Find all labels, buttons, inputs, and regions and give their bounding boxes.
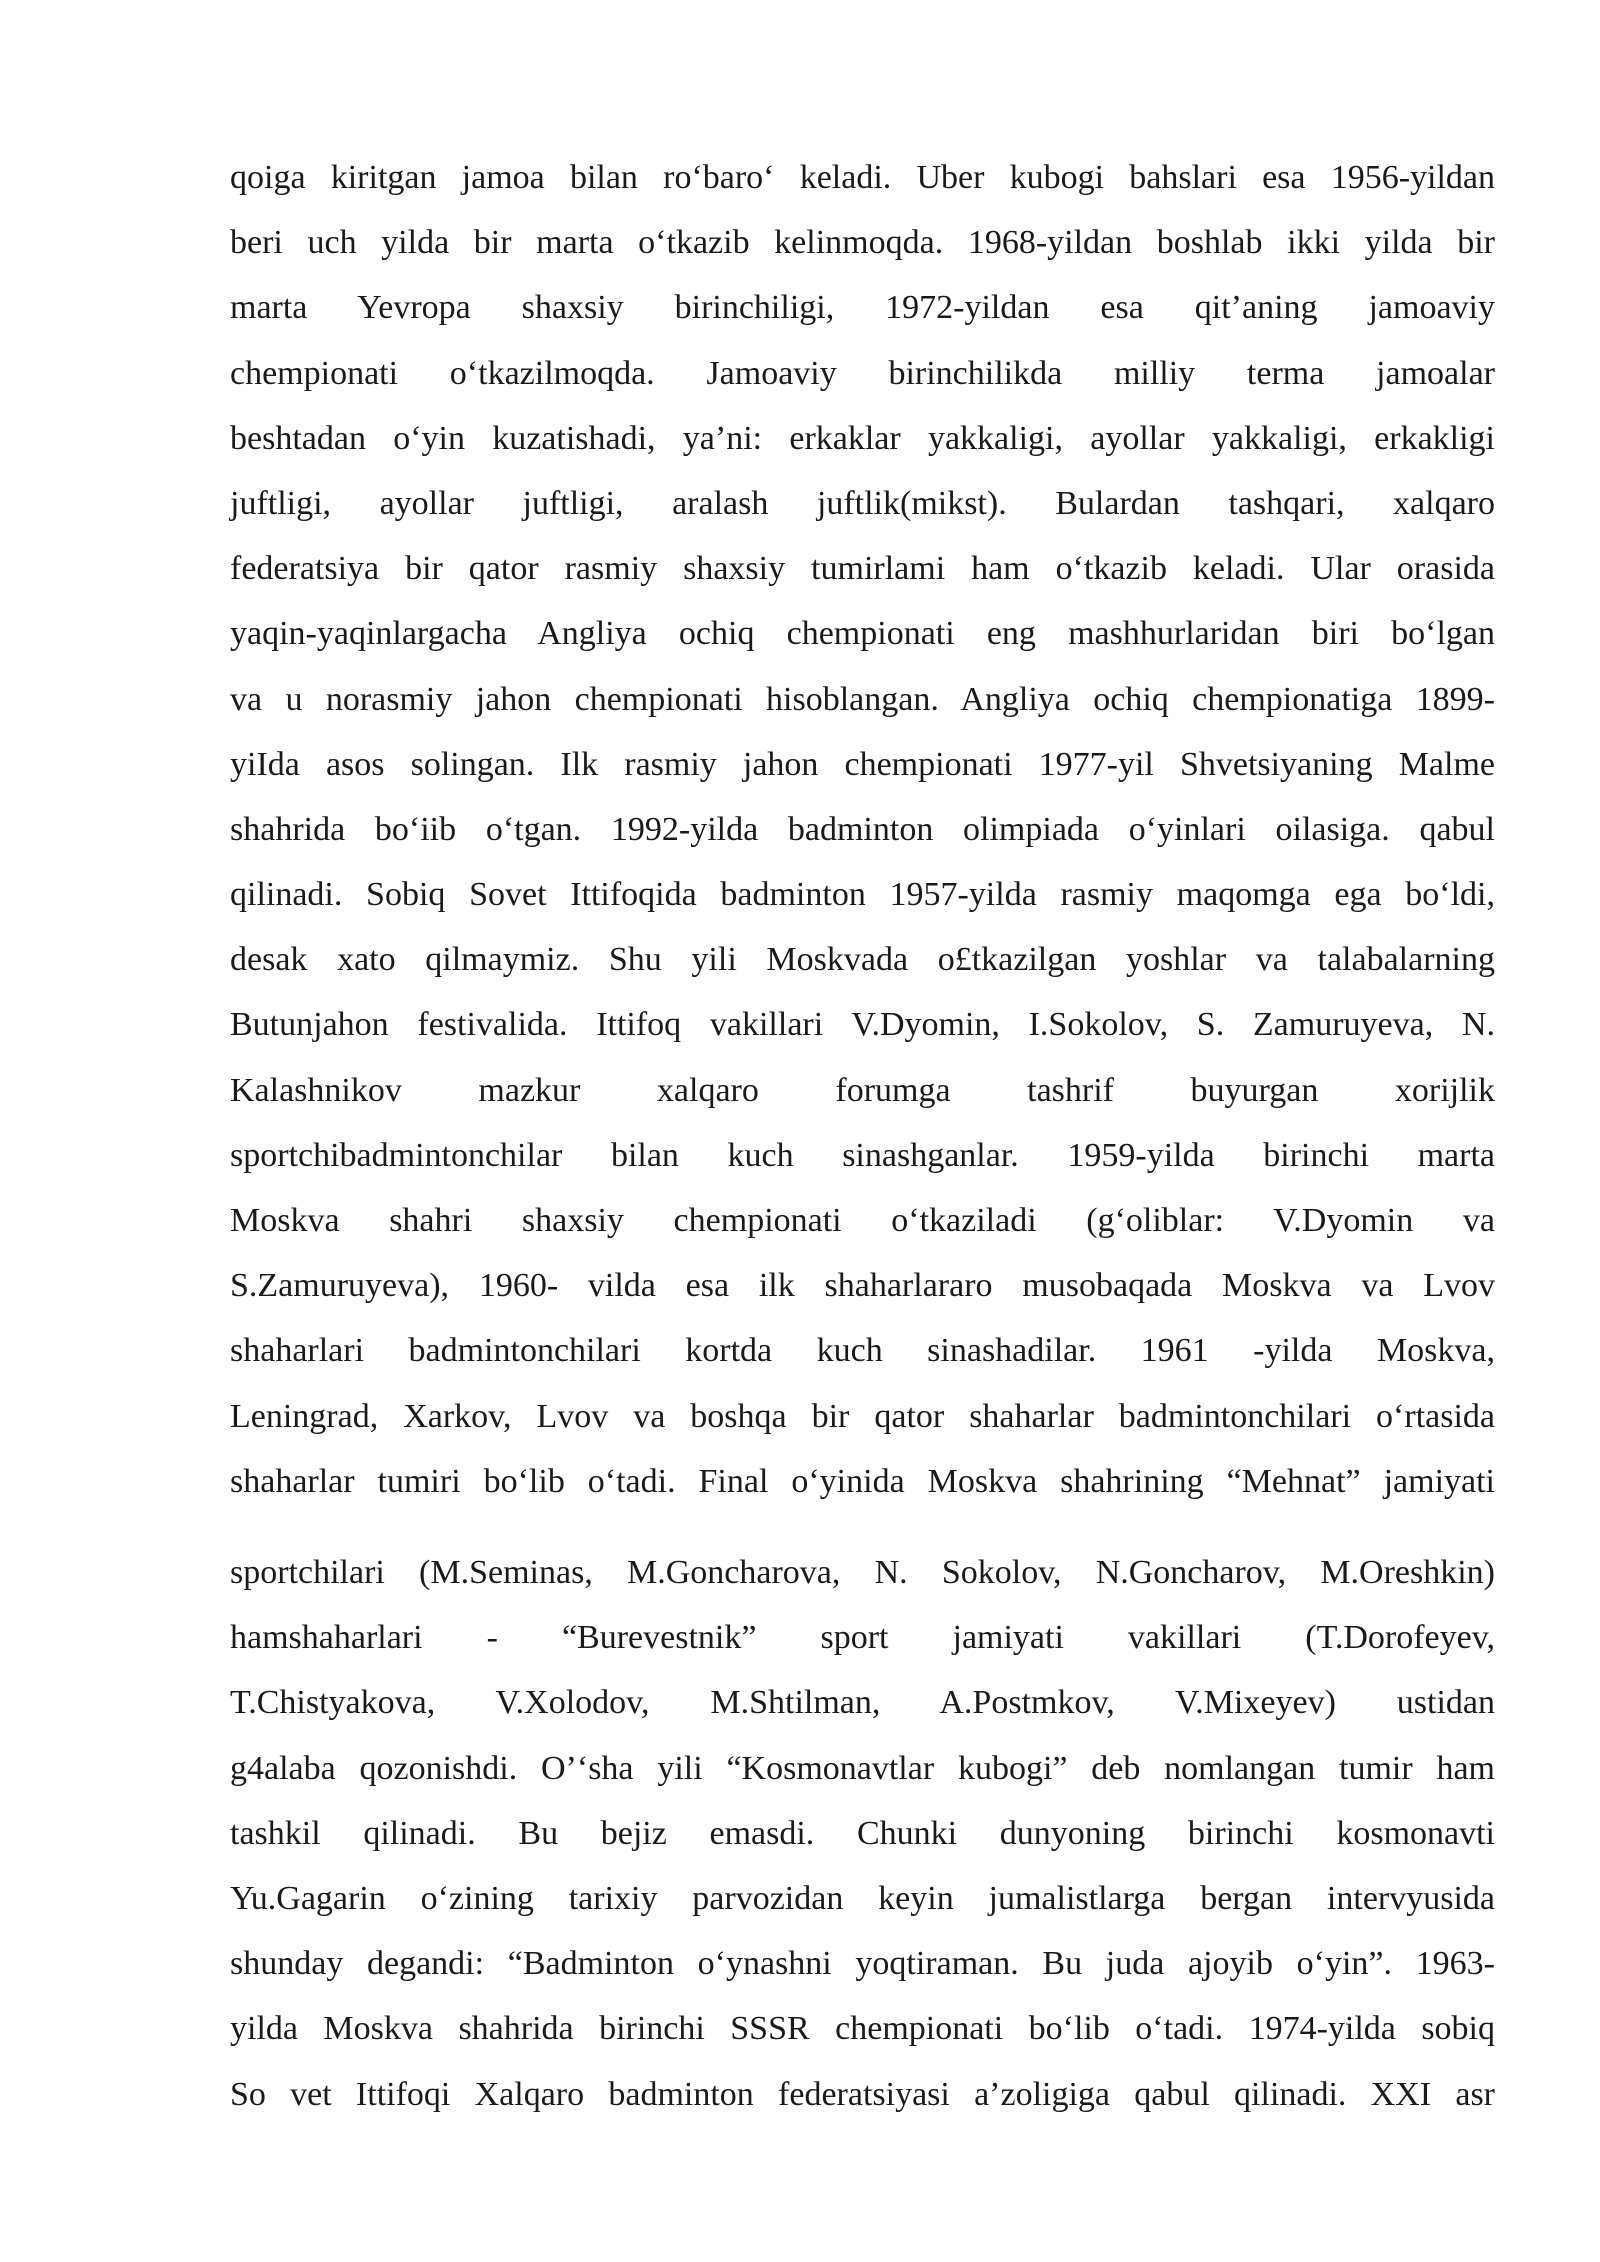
text-line: g4alaba qozonishdi. O’‘sha yili “Kosmonavtlar kubogi” deb nomlangan tumir ham — [230, 1749, 1495, 1787]
paragraph-two — [230, 1540, 1495, 2127]
text-line: beshtadan o‘yin kuzatishadi, ya’ni: erkaklar yakkaligi, ayollar yakkaligi, erkakligi — [230, 419, 1495, 457]
text-line: beri uch yilda bir marta o‘tkazib kelinmoqda. 1968-yildan boshlab ikki yilda bir — [230, 224, 1495, 262]
text-line: shaharlar tumiri bo‘lib o‘tadi. Final o‘yinida Moskva shahrining “Mehnat” jamiyati — [230, 1462, 1495, 1500]
paragraph-one — [230, 145, 1495, 1514]
text-line: qilinadi. Sobiq Sovet Ittifoqida badminton 1957-yilda rasmiy maqomga ega bo‘ldi, — [230, 876, 1495, 914]
text-line: shaharlari badmintonchilari kortda kuch sinashadilar. 1961 -yilda Moskva, — [230, 1332, 1495, 1370]
text-line: So vet Ittifoqi Xalqaro badminton federatsiyasi a’zoligiga qabul qilinadi. XXI asr — [230, 2075, 1495, 2113]
text-line: sportchilari (M.Seminas, M.Goncharova, N. Sokolov, N.Goncharov, M.Oreshkin) — [230, 1554, 1495, 1591]
text-line: marta Yevropa shaxsiy birinchiligi, 1972-yildan esa qit’aning jamoaviy — [230, 289, 1495, 327]
text-line: S.Zamuruyeva), 1960- vilda esa ilk shaharlararo musobaqada Moskva va Lvov — [230, 1267, 1495, 1305]
text-line: Kalashnikov mazkur xalqaro forumga tashrif buyurgan xorijlik — [230, 1071, 1495, 1109]
text-line: yiIda asos solingan. Ilk rasmiy jahon chempionati 1977-yil Shvetsiyaning Malme — [230, 745, 1495, 783]
text-line: desak xato qilmaymiz. Shu yili Moskvada o£tkazilgan yoshlar va talabalarning — [230, 941, 1495, 979]
text-line: federatsiya bir qator rasmiy shaxsiy tumirlami ham o‘tkazib keladi. Ular orasida — [230, 550, 1495, 588]
text-line: Butunjahon festivalida. Ittifoq vakillari V.Dyomin, I.Sokolov, S. Zamuruyeva, N. — [230, 1006, 1495, 1044]
text-line: T.Chistyakova, V.Xolodov, M.Shtilman, A.Postmkov, V.Mixeyev) ustidan — [230, 1684, 1495, 1722]
text-line: Leningrad, Xarkov, Lvov va boshqa bir qator shaharlar badmintonchilari o‘rtasida — [230, 1397, 1495, 1435]
text-line: shunday degandi: “Badminton o‘ynashni yoqtiraman. Bu juda ajoyib o‘yin”. 1963- — [230, 1945, 1495, 1983]
text-line: va u norasmiy jahon chempionati hisoblangan. Angliya ochiq chempionatiga 1899- — [230, 680, 1495, 718]
text-line: juftligi, ayollar juftligi, aralash juftlik(mikst). Bulardan tashqari, xalqaro — [230, 484, 1495, 522]
text-line: shahrida bo‘iib o‘tgan. 1992-yilda badminton olimpiada o‘yinlari oilasiga. qabul — [230, 810, 1495, 848]
text-line: yaqin-yaqinlargacha Angliya ochiq chempionati eng mashhurlaridan biri bo‘lgan — [230, 615, 1495, 653]
text-line: tashkil qilinadi. Bu bejiz emasdi. Chunki dunyoning birinchi kosmonavti — [230, 1814, 1495, 1852]
text-line: qoiga kiritgan jamoa bilan ro‘baro‘ keladi. Uber kubogi bahslari esa 1956-yildan — [230, 159, 1495, 196]
text-line: yilda Moskva shahrida birinchi SSSR chempionati bo‘lib o‘tadi. 1974-yilda sobiq — [230, 2010, 1495, 2048]
text-line: sportchibadmintonchilar bilan kuch sinashganlar. 1959-yilda birinchi marta — [230, 1136, 1495, 1174]
text-line: chempionati o‘tkazilmoqda. Jamoaviy birinchilikda milliy terma jamoalar — [230, 354, 1495, 392]
text-line: Yu.Gagarin o‘zining tarixiy parvozidan keyin jumalistlarga bergan intervyusida — [230, 1879, 1495, 1917]
text-line: Moskva shahri shaxsiy chempionati o‘tkaziladi (g‘oliblar: V.Dyomin va — [230, 1202, 1495, 1239]
text-line: hamshaharlari - “Burevestnik” sport jamiyati vakillari (T.Dorofeyev, — [230, 1619, 1495, 1657]
